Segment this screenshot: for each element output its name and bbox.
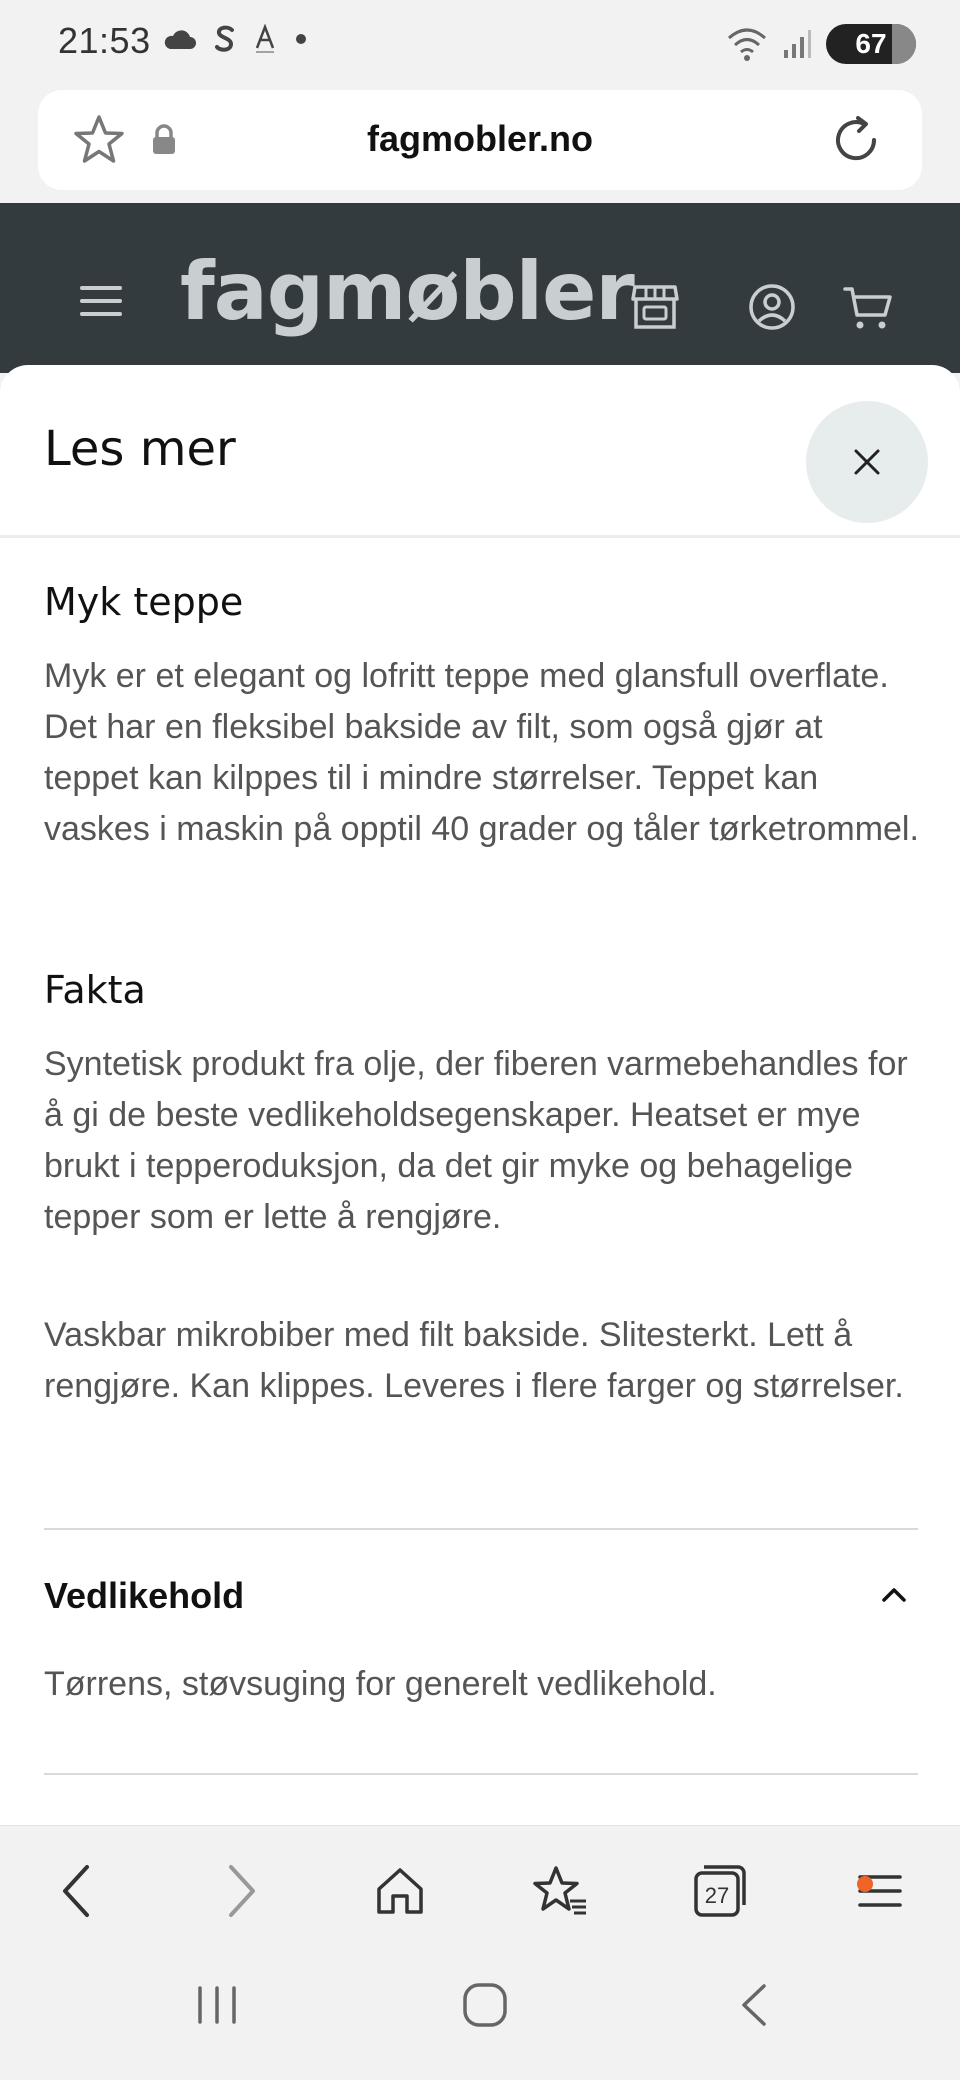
close-icon (852, 447, 882, 477)
home-button[interactable] (365, 1856, 435, 1926)
section-paragraph: Syntetisk produkt fra olje, der fiberen varmebehandles for å gi de beste vedlikeholdsegenskaper. Heatset er mye brukt i tepperoduksjon, da det gir myke og behagelige tepper som er lette å rengjøre. (44, 1045, 908, 1236)
reload-icon[interactable] (828, 112, 884, 168)
accordion-title[interactable]: Vedlikehold (44, 1575, 245, 1616)
section-paragraph: Myk er et elegant og lofritt teppe med glansfull overflate. Det har en fleksibel bakside av filt, som også gjør at teppet kan kilppes til i mindre størrelser. Teppet kan vaskes i maskin på opptil 40 grader og tåler tørketrommel. (44, 657, 919, 848)
back-button[interactable] (42, 1856, 112, 1926)
status-right (726, 24, 916, 64)
back-icon (57, 1863, 97, 1919)
browser-toolbar (0, 1825, 960, 1950)
home-circle-icon[interactable] (460, 1980, 510, 2030)
tabs-count: 27 (704, 1883, 730, 1908)
wifi-icon (726, 26, 768, 62)
a-icon (254, 24, 276, 54)
accordion-body: Tørrens, støvsuging for generelt vedlikehold. (44, 1665, 717, 1703)
section-paragraph: Vaskbar mikrobiber med filt bakside. Slitesterkt. Lett å rengjøre. Kan klippes. Leveres i flere farger og størrelser. (44, 1316, 904, 1405)
forward-icon (221, 1863, 261, 1919)
cart-icon[interactable] (843, 283, 893, 331)
status-icons (162, 24, 308, 54)
menu-icon[interactable] (80, 286, 122, 325)
section-heading: Fakta (44, 968, 146, 1012)
url-bar[interactable] (38, 90, 922, 190)
chevron-up-icon[interactable] (880, 1585, 908, 1605)
s-icon (214, 24, 236, 54)
section-heading: Myk teppe (44, 580, 244, 624)
site-header (0, 203, 960, 373)
battery-indicator: 67 (826, 24, 916, 64)
sheet-title: Les mer (44, 421, 236, 477)
menu-button[interactable] (845, 1856, 915, 1926)
signal-icon (782, 28, 812, 60)
status-time: 21:53 (58, 20, 151, 61)
divider (0, 535, 960, 538)
store-icon[interactable] (630, 283, 680, 331)
system-navigation-bar (0, 1950, 960, 2080)
notification-dot (857, 1876, 873, 1892)
url-text[interactable]: fagmobler.no (366, 118, 594, 159)
bookmarks-star-icon (532, 1865, 588, 1917)
system-back-icon[interactable] (730, 1980, 780, 2030)
status-bar (0, 0, 960, 88)
tabs-button[interactable] (685, 1856, 755, 1926)
divider (44, 1528, 918, 1530)
bookmarks-button[interactable] (525, 1856, 595, 1926)
close-button[interactable] (806, 401, 928, 523)
forward-button[interactable] (206, 1856, 276, 1926)
divider (44, 1773, 918, 1775)
cloud-icon (162, 27, 196, 51)
tabs-icon (692, 1863, 748, 1919)
dot-icon (294, 32, 308, 46)
account-icon[interactable] (748, 283, 796, 331)
site-logo[interactable]: fagmøbler (180, 245, 634, 338)
recent-apps-icon[interactable] (192, 1980, 242, 2030)
home-icon (374, 1865, 426, 1917)
read-more-sheet (0, 365, 960, 1825)
